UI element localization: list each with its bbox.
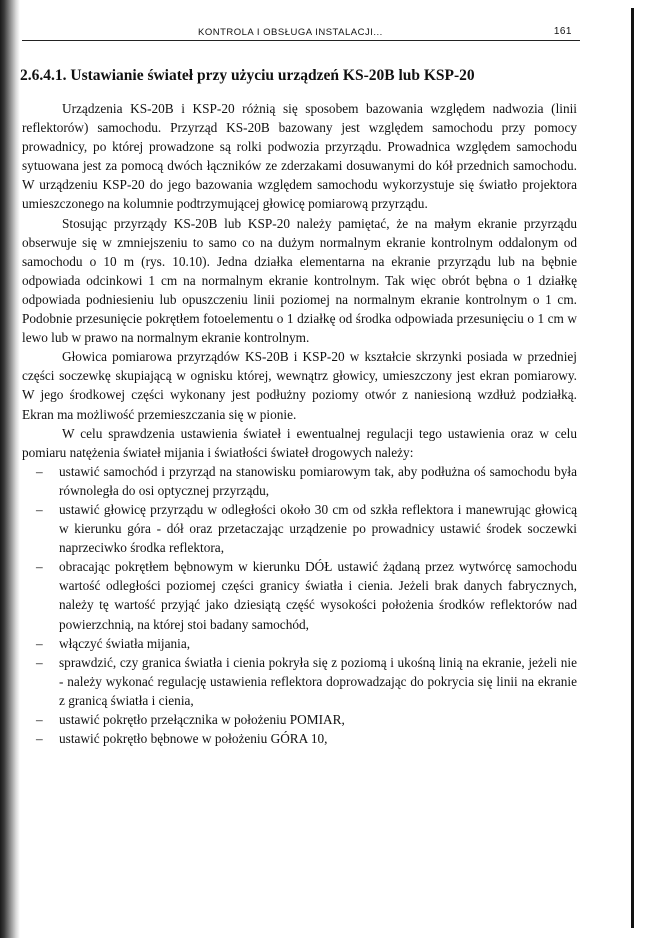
running-header xyxy=(22,24,580,41)
page-right-edge xyxy=(631,8,634,928)
paragraph: Stosując przyrządy KS-20B lub KSP-20 należy pamiętać, że na małym ekranie przyrządu obserwuje się w zmniejszeniu to samo co na dużym normalnym ekranie kontrolnym oddalonym od samochodu o 10 m (rys. 10.10). Jedna działka elementarna na ekranie przyrządu lub na bębnie odpowiada odcinkowi 1 cm na normalnym ekranie kontrolnym. Tak więc obrót bębna o 1 działkę odpowiada podniesieniu lub opuszczeniu linii poziomej na normalnym ekranie kontrolnym o 1 cm. Podobnie przesunięcie pokrętłem fotoelementu o 1 działkę od środka odpowiada przesunięciu o 1 cm w lewo lub w prawo na normalnym ekranie kontrolnym. xyxy=(22,215,577,346)
list-item-text: obracając pokrętłem bębnowym w kierunku DÓŁ ustawić żądaną przez wytwórcę samochodu wartość odległości poziomej części granicy światła i cienia. Jeżeli brak danych fabrycznych, należy tę wartość przyjąć jako dziesiątą część wysokości położenia środków reflektorów nad powierzchnią, na której stoi badany samochód, xyxy=(59,559,577,632)
list-item xyxy=(22,710,577,729)
list-item xyxy=(22,462,577,500)
paragraph: Głowica pomiarowa przyrządów KS-20B i KSP-20 w kształcie skrzynki posiada w przedniej części soczewkę skupiającą w ognisku której, wewnątrz głowicy, umieszczony jest ekran pomiarowy. W jego środkowej części wykonany jest podłużny poziomy otwór z naniesioną wzdłuż podziałką. Ekran ma możliwość przemieszczania się w pionie. xyxy=(22,349,577,422)
list-item xyxy=(22,634,577,653)
list-item-text: ustawić głowicę przyrządu w odległości około 30 cm od szkła reflektora i manewrując głowicą w kierunku góra - dół oraz przetaczając urządzenie po prowadnicy ustawić środek soczewki naprzeciwko środka reflektora, xyxy=(59,501,577,556)
list-dash: – xyxy=(36,731,43,747)
page-binding-shadow xyxy=(0,0,20,938)
running-title: KONTROLA I OBSŁUGA INSTALACJI... xyxy=(198,27,383,38)
list-item xyxy=(22,653,577,710)
section-number: 2.6.4.1. xyxy=(20,67,67,84)
list-item-text: ustawić pokrętło przełącznika w położeniu POMIAR, xyxy=(59,712,345,727)
list-item xyxy=(22,500,577,557)
list-item xyxy=(22,557,577,633)
section-heading xyxy=(20,66,577,86)
list-dash: – xyxy=(36,559,43,575)
section-title: Ustawianie świateł przy użyciu urządzeń KS-20B lub KSP-20 xyxy=(70,67,475,84)
paragraph: Urządzenia KS-20B i KSP-20 różnią się sposobem bazowania względem nadwozia (linii reflektorów) samochodu. Przyrząd KS-20B bazowany jest względem samochodu przy pomocy prowadnicy, po której prowadzone są rolki podwozia przyrządu. Prowadnica względem samochodu sytuowana jest za pomocą dwóch łączników ze zderzakami dosuwanymi do kół przednich samochodu. W urządzeniu KSP-20 do jego bazowania względem samochodu wykorzystuje się światło projektora umieszczonego na kolumnie podtrzymującej głowicę pomiarową przyrządu. xyxy=(22,101,577,212)
page-number: 161 xyxy=(553,26,572,37)
list-dash: – xyxy=(36,635,43,651)
list-item-text: ustawić pokrętło bębnowe w położeniu GÓRA 10, xyxy=(59,731,328,747)
list-dash: – xyxy=(36,654,43,670)
list-dash: – xyxy=(36,712,43,727)
list-item-text: ustawić samochód i przyrząd na stanowisku pomiarowym tak, aby podłużna oś samochodu była równoległa do osi optycznej przyrządu, xyxy=(59,463,577,498)
list-dash: – xyxy=(36,463,43,479)
list-dash: – xyxy=(36,501,43,517)
list-item xyxy=(22,729,577,748)
page-body xyxy=(22,66,577,748)
list-item-text: włączyć światła mijania, xyxy=(59,635,191,651)
paragraph: W celu sprawdzenia ustawienia świateł i ewentualnej regulacji tego ustawienia oraz w celu pomiaru natężenia świateł mijania i światłości świateł drogowych należy: xyxy=(22,425,577,460)
list-item-text: sprawdzić, czy granica światła i cienia pokryła się z poziomą i ukośną linią na ekranie, jeżeli nie - należy wykonać regulację ustawienia reflektora doprowadzając do pokrycia się linii na ekranie z granicą światła i cienia, xyxy=(59,654,577,708)
procedure-list xyxy=(22,462,577,748)
